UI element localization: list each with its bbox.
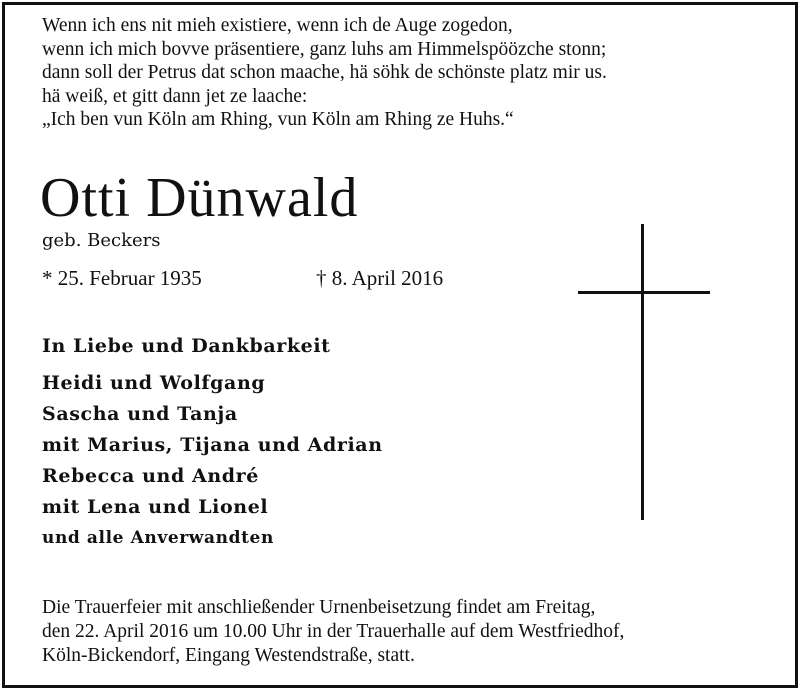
mourner-line: und alle Anverwandten [42,528,274,548]
mourner-line: Sascha und Tanja [42,403,238,425]
mourner-line: Heidi und Wolfgang [42,372,266,394]
service-line: Köln-Bickendorf, Eingang Westendstraße, statt. [42,645,415,666]
birth-date: * 25. Februar 1935 [42,266,202,290]
latin-cross-icon [578,224,710,520]
poem-line: „Ich ben vun Köln am Rhing, vun Köln am Rhing ze Huhs.“ [42,109,514,130]
poem-line: wenn ich mich bovve präsentiere, ganz luhs am Himmelspöözche stonn; [42,38,607,60]
cross-horizontal-bar [578,291,710,294]
death-date: † 8. April 2016 [316,266,444,290]
service-line: den 22. April 2016 um 10.00 Uhr in der Trauerhalle auf dem Westfriedhof, [42,621,625,642]
mourner-line: mit Marius, Tijana und Adrian [42,434,383,456]
birth-name: geb. Beckers [42,230,161,251]
mourners-heading: In Liebe und Dankbarkeit [42,335,331,357]
funeral-service-info [42,596,772,668]
poem-line: dann soll der Petrus dat schon maache, hä söhk de schönste platz mir us. [42,62,607,83]
mourners-block [42,334,383,554]
cross-vertical-bar [641,224,644,520]
poem-line: Wenn ich ens nit mieh existiere, wenn ich de Auge zogedon, [42,15,513,36]
poem [42,14,762,132]
service-line: Die Trauerfeier mit anschließender Urnenbeisetzung findet am Freitag, [42,597,596,618]
deceased-name: Otti Dünwald [40,167,359,229]
mourner-line: Rebecca und André [42,465,259,487]
mourner-line: mit Lena und Lionel [42,496,269,518]
poem-line: hä weiß, et gitt dann jet ze laache: [42,85,308,107]
